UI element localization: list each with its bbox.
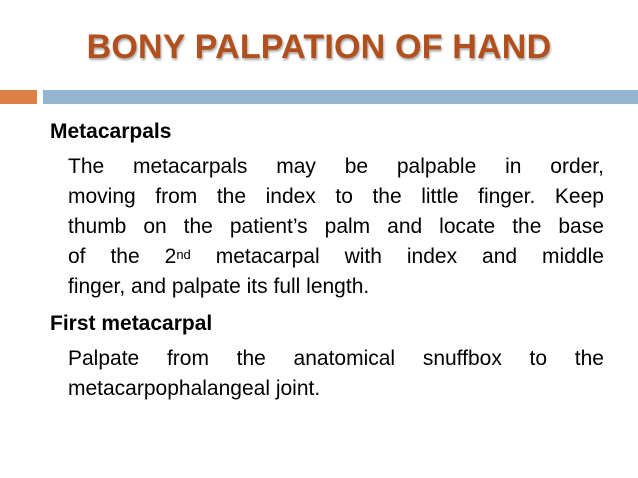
word: moving <box>68 185 136 208</box>
paragraph-metacarpals <box>68 152 604 302</box>
word: The <box>68 155 105 178</box>
heading-first-metacarpal: First metacarpal <box>50 312 213 335</box>
word: the <box>372 185 402 208</box>
word: order, <box>550 155 604 178</box>
word: of <box>68 245 86 268</box>
word: thumb <box>68 215 127 238</box>
paragraph-line <box>68 152 604 182</box>
word: the <box>512 215 542 238</box>
word: metacarpal <box>215 245 320 268</box>
paragraph-line: metacarpophalangeal joint. <box>68 377 321 400</box>
word: the <box>216 185 247 208</box>
word: may <box>276 155 316 178</box>
word: from <box>166 347 209 370</box>
word: index <box>265 185 316 208</box>
word: from <box>155 185 198 208</box>
word: with <box>344 245 382 268</box>
word: the <box>574 347 604 370</box>
slide-title: BONY PALPATION OF HAND <box>86 28 552 66</box>
word: palm <box>324 215 371 238</box>
ordinal-number: 2nd <box>164 245 191 268</box>
word: snuffbox <box>422 347 502 370</box>
word: the <box>110 245 140 268</box>
word: and <box>482 245 518 268</box>
paragraph-line <box>68 212 604 242</box>
accent-bar-blue <box>43 90 638 104</box>
word: Palpate <box>68 347 140 370</box>
paragraph-line <box>68 242 604 272</box>
word: little <box>421 185 459 208</box>
word: base <box>558 215 604 238</box>
word: to <box>335 185 353 208</box>
word: the <box>236 347 266 370</box>
word: patient’s <box>229 215 308 238</box>
paragraph-line <box>68 182 604 212</box>
word: metacarpals <box>133 155 248 178</box>
word: Keep <box>554 185 604 208</box>
paragraph-first-metacarpal <box>68 344 604 404</box>
word: be <box>344 155 369 178</box>
word: the <box>183 215 213 238</box>
word: in <box>505 155 522 178</box>
word: locate <box>439 215 496 238</box>
heading-metacarpals: Metacarpals <box>50 120 172 143</box>
word: finger. <box>478 185 536 208</box>
ordinal-suffix: nd <box>176 247 191 262</box>
word: palpable <box>396 155 477 178</box>
accent-bar-orange <box>0 90 37 104</box>
paragraph-line <box>68 344 604 374</box>
word: middle <box>542 245 604 268</box>
word: on <box>143 215 167 238</box>
word: to <box>529 347 548 370</box>
word: anatomical <box>293 347 396 370</box>
paragraph-line: finger, and palpate its full length. <box>68 275 370 298</box>
word: and <box>387 215 423 238</box>
word: index <box>406 245 458 268</box>
